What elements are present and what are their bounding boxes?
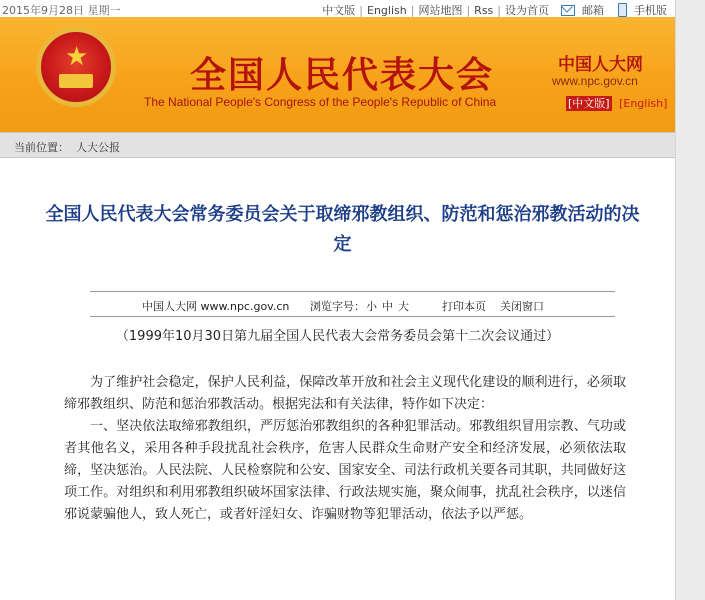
top-links: 中文版 | English | 网站地图 | Rss | 设为首页 邮箱 手机版 (322, 3, 667, 17)
lang-english-link[interactable]: [English] (619, 97, 668, 110)
link-mobile[interactable]: 手机版 (634, 4, 667, 17)
session-note: （1999年10月30日第九届全国人民代表大会常务委员会第十二次会议通过） (115, 329, 560, 344)
print-page-link[interactable]: 打印本页 (442, 300, 486, 313)
link-chinese[interactable]: 中文版 (322, 4, 356, 17)
article-source[interactable]: 中国人大网 www.npc.gov.cn (142, 300, 290, 313)
link-set-homepage[interactable]: 设为首页 (505, 4, 549, 17)
breadcrumb-current[interactable]: 人大公报 (76, 141, 120, 154)
font-size-large[interactable]: 大 (398, 300, 409, 313)
window-side-strip (675, 0, 705, 600)
link-rss[interactable]: Rss (474, 3, 494, 17)
breadcrumb (0, 132, 675, 158)
font-size-label: 浏览字号： (310, 300, 365, 313)
site-logo-name[interactable]: 中国人大网 (558, 55, 643, 75)
article-meta-bar (90, 291, 615, 317)
article-title: 全国人民代表大会常务委员会关于取缔邪教组织、防范和惩治邪教活动的决定 (45, 204, 640, 255)
site-title-english: The National People's Congress of the People's Republic of China (144, 95, 497, 109)
article-body (64, 372, 626, 526)
article-paragraph: 一、坚决依法取缔邪教组织，严厉惩治邪教组织的各种犯罪活动。邪教组织冒用宗教、气功或者其他名义，采用各种手段扰乱社会秩序，危害人民群众生命财产安全和经济发展，必须依法取缔，坚决惩治。人民法院、人民检察院和公安、国家安全、司法行政机关要各司其职，共同做好这项工作。对组织和利用邪教组织破坏国家法律、行政法规实施，聚众闹事，扰乱社会秩序，以迷信邪说蒙骗他人，致人死亡，或者奸淫妇女、诈骗财物等犯罪活动，依法予以严惩。 (64, 419, 626, 522)
mail-icon[interactable] (561, 5, 575, 16)
language-switch (566, 95, 667, 111)
top-utility-bar (0, 0, 675, 17)
article-paragraph: 为了维护社会稳定，保护人民利益，保障改革开放和社会主义现代化建设的顺利进行，必须取缔邪教组织、防范和惩治邪教活动。根据宪法和有关法律，特作如下决定： (64, 375, 626, 412)
font-size-small[interactable]: 小 (366, 300, 377, 313)
current-date: 2015年9月28日 星期一 (2, 4, 121, 17)
link-mail[interactable]: 邮箱 (582, 4, 604, 17)
national-emblem-icon[interactable] (36, 27, 116, 107)
site-url[interactable]: www.npc.gov.cn (552, 74, 638, 88)
link-english[interactable]: English (367, 3, 407, 17)
lang-chinese-link[interactable]: [中文版] (568, 97, 610, 110)
close-window-link[interactable]: 关闭窗口 (500, 300, 544, 313)
site-title-chinese[interactable]: 全国人民代表大会 (190, 54, 495, 96)
star-icon: ★ (65, 42, 89, 72)
tiananmen-icon (59, 74, 93, 88)
breadcrumb-label: 当前位置： (14, 141, 69, 154)
mobile-phone-icon[interactable] (618, 3, 627, 17)
header-banner (0, 17, 675, 132)
link-sitemap[interactable]: 网站地图 (418, 4, 463, 17)
font-size-medium[interactable]: 中 (382, 300, 393, 313)
